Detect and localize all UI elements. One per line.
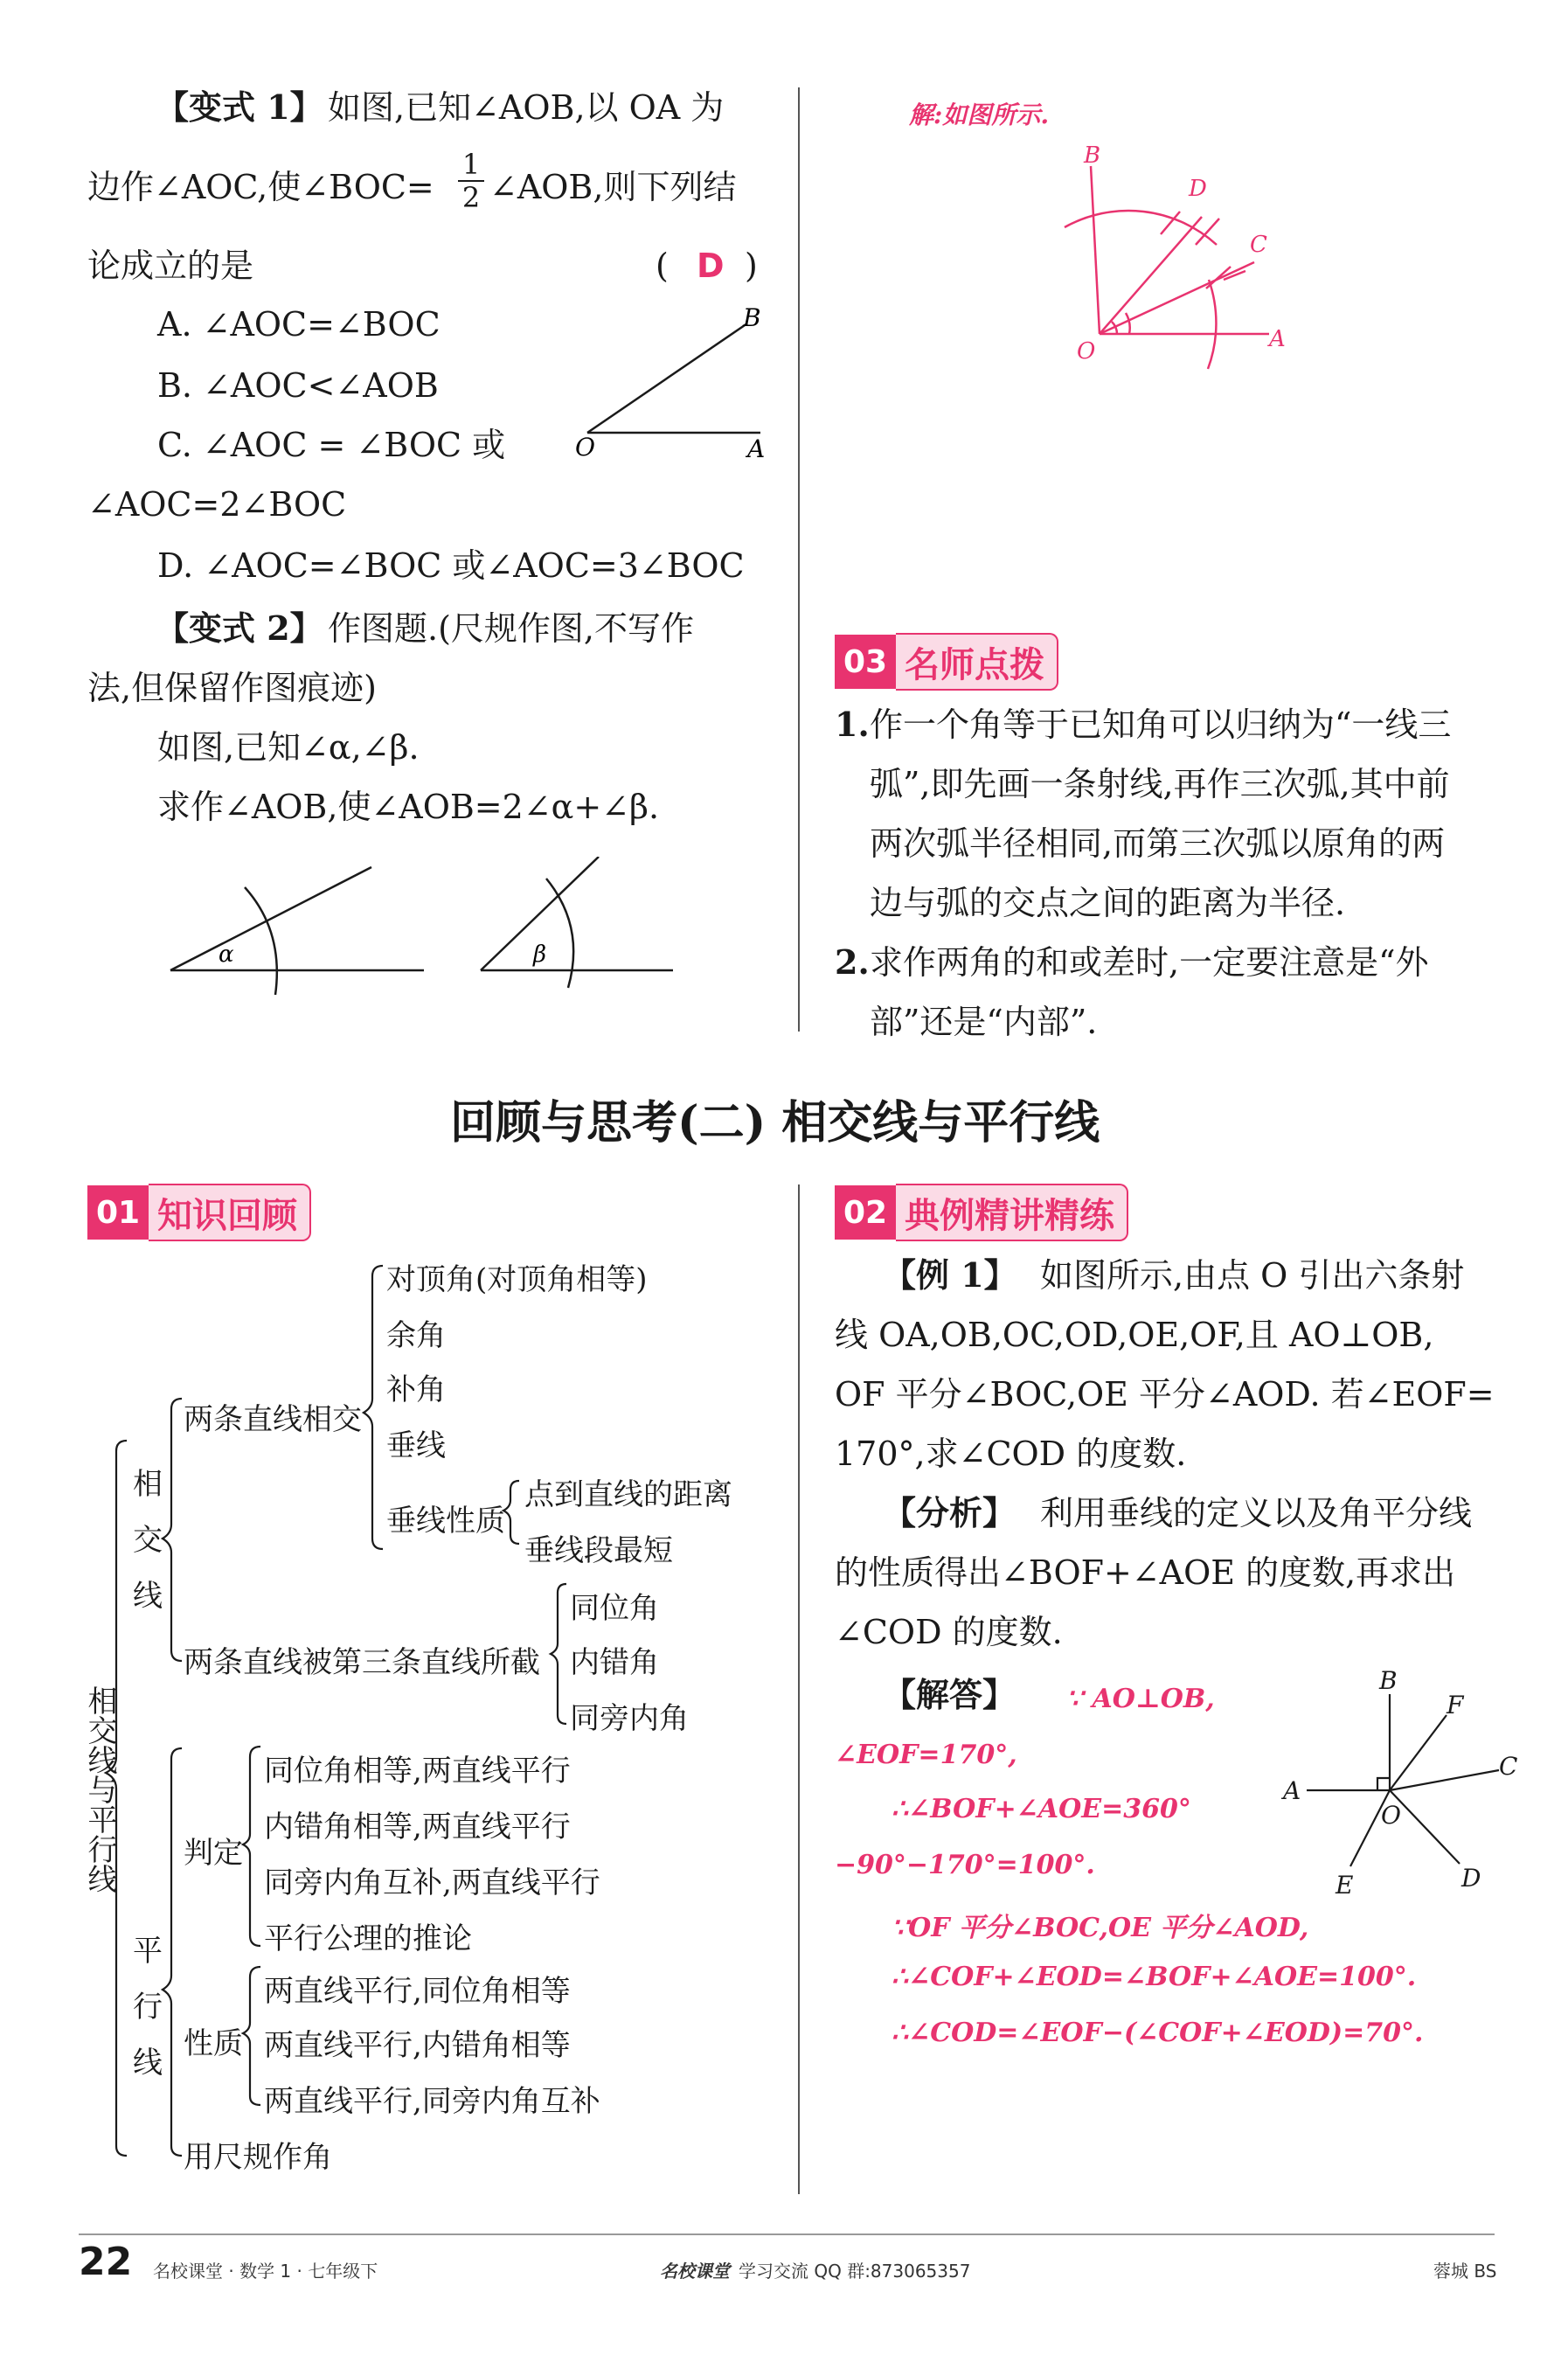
solution-step3: ∴∠BOF+∠AOE=360° [892, 1794, 1191, 1824]
tree-alternate-interior: 内错角 [570, 1645, 659, 1680]
example-line2: 线 OA,OB,OC,OD,OE,OF,且 AO⊥OB, [835, 1316, 1434, 1354]
footer-logo: 名校课堂 [660, 2261, 730, 2282]
ray-of [1390, 1715, 1447, 1790]
section-03-header [835, 635, 1058, 689]
tree-two-lines-intersect: 两条直线相交 [184, 1402, 362, 1437]
bottom-column-divider [798, 1184, 800, 2194]
tree-prop-1: 两直线平行,同位角相等 [264, 1974, 571, 2009]
ray-od [1100, 217, 1202, 334]
variant2-line3: 如图,已知∠α,∠β. [157, 728, 420, 767]
variant2-label: 【变式 2】 [156, 608, 323, 648]
tree-prop-3: 两直线平行,同旁内角互补 [264, 2084, 600, 2119]
solution-step7: ∴∠COD=∠EOF−(∠COF+∠EOD)=70°. [892, 2018, 1424, 2048]
analysis-line3: ∠COD 的度数. [835, 1613, 1063, 1651]
tip1-line2: 弧”,即先画一条射线,再作三次弧,其中前 [870, 765, 1450, 803]
beta-label: β [533, 941, 547, 968]
section-02-number: 02 [835, 1185, 896, 1240]
angle-mark [1126, 313, 1130, 334]
tree-judge: 判定 [184, 1836, 243, 1871]
label-c: C [1250, 232, 1267, 258]
tip1-number: 1. [835, 705, 870, 744]
option-a: A. ∠AOC=∠BOC [157, 305, 441, 344]
option-c-line2: ∠AOC=2∠BOC [87, 485, 347, 524]
solution-step2: ∠EOF=170°, [835, 1740, 1017, 1770]
footer-middle: 学习交流 QQ 群:873065357 [739, 2261, 971, 2282]
construction-arc [1065, 211, 1217, 245]
tree-ruler: 用尺规作角 [184, 2140, 332, 2175]
footer-right: 蓉城 BS [1433, 2261, 1497, 2282]
tree-xj-1: 相 [133, 1467, 163, 1502]
tree-xj-3: 线 [133, 1579, 163, 1614]
top-column-divider [798, 87, 800, 1032]
label-f: F [1447, 1691, 1464, 1719]
intersect-brace [163, 1399, 182, 1661]
example-line4: 170°,求∠COD 的度数. [835, 1435, 1187, 1473]
label-e: E [1336, 1871, 1354, 1900]
third-line-brace [551, 1584, 566, 1724]
section-02-title: 典例精讲精练 [896, 1184, 1128, 1241]
footer-rule [79, 2233, 1495, 2235]
analysis-line1: 利用垂线的定义以及角平分线 [1040, 1494, 1473, 1532]
given-angles-figure [157, 857, 787, 1005]
tree-props: 性质 [184, 2026, 243, 2061]
variant1-line1: 如图,已知∠AOB,以 OA 为 [328, 88, 725, 127]
angle-beta [481, 857, 673, 988]
section-02-header [835, 1185, 1128, 1240]
option-b: B. ∠AOC<∠AOB [157, 366, 439, 405]
answer-paren-open: ( [656, 247, 669, 285]
tree-px-1: 平 [133, 1934, 163, 1969]
section-03-title: 名师点拨 [896, 633, 1058, 691]
solution-label: 解:如图所示. [909, 101, 1050, 129]
tip2-line1: 求作两角的和或差时,一定要注意是“外 [870, 943, 1429, 982]
variant1-answer: D [697, 247, 725, 285]
label-d: D [1461, 1864, 1481, 1893]
tip1-line1: 作一个角等于已知角可以归纳为“一线三 [870, 705, 1452, 744]
footer-left: 名校课堂 · 数学 1 · 七年级下 [153, 2261, 378, 2282]
section-01-header [87, 1185, 311, 1240]
ray-oc [1390, 1770, 1499, 1790]
tree-supplementary: 补角 [386, 1372, 446, 1407]
tip1-line4: 边与弧的交点之间的距离为半径. [870, 884, 1346, 922]
props-brace [243, 1967, 260, 2105]
variant2-line4: 求作∠AOB,使∠AOB=2∠α+∠β. [157, 788, 660, 826]
label-a: A [1283, 1776, 1301, 1805]
fraction-half: 1 2 [458, 149, 484, 213]
tree-vertical-angles: 对顶角(对顶角相等) [386, 1262, 648, 1297]
tree-prop-2: 两直线平行,内错角相等 [264, 2028, 571, 2063]
tree-same-side-interior: 同旁内角 [570, 1701, 689, 1736]
variant1-line3: 论成立的是 [87, 247, 254, 285]
tree-shortest-perp: 垂线段最短 [524, 1533, 673, 1568]
label-o: O [1381, 1801, 1401, 1830]
label-b: B [743, 303, 761, 332]
tree-judge-2: 内错角相等,两直线平行 [264, 1810, 571, 1844]
solution-figure [1040, 140, 1320, 376]
tree-cut-by-third: 两条直线被第三条直线所截 [184, 1645, 540, 1680]
variant1-label: 【变式 1】 [156, 87, 323, 127]
variant2-line1: 作图题.(尺规作图,不写作 [328, 609, 694, 648]
label-o: O [1077, 338, 1096, 365]
solution-step1: ∵ AO⊥OB, [1066, 1684, 1215, 1714]
analysis-line2: 的性质得出∠BOF+∠AOE 的度数,再求出 [835, 1553, 1456, 1592]
tip2-number: 2. [835, 942, 870, 982]
tree-corresponding: 同位角 [570, 1591, 659, 1626]
label-c: C [1499, 1752, 1518, 1781]
option-c-line1: C. ∠AOC = ∠BOC 或 [157, 426, 506, 464]
page-number: 22 [79, 2240, 133, 2284]
example-line3: OF 平分∠BOC,OE 平分∠AOD. 若∠EOF= [835, 1375, 1495, 1414]
ray-ob [587, 323, 747, 433]
solution-answer-label: 【解答】 [883, 1675, 1016, 1714]
tree-judge-4: 平行公理的推论 [264, 1921, 472, 1956]
section-01-title: 知识回顾 [149, 1184, 311, 1241]
tree-perp-props: 垂线性质 [386, 1504, 505, 1539]
section-01-number: 01 [87, 1185, 149, 1240]
tree-judge-1: 同位角相等,两直线平行 [264, 1754, 571, 1789]
solution-step5: ∵OF 平分∠BOC,OE 平分∠AOD, [892, 1913, 1309, 1943]
tree-root: 相交线与平行线 [82, 1685, 117, 1893]
right-angle-mark [1377, 1778, 1390, 1790]
example-line1: 如图所示,由点 O 引出六条射 [1040, 1256, 1465, 1295]
ray-ob [1091, 166, 1100, 334]
tree-xj-2: 交 [133, 1523, 163, 1558]
answer-paren-close: ) [745, 247, 758, 285]
tree-px-3: 线 [133, 2046, 163, 2081]
judge-brace [243, 1747, 260, 1946]
page-title: 回顾与思考(二) 相交线与平行线 [450, 1096, 1100, 1150]
example-label: 【例 1】 [883, 1255, 1017, 1295]
variant1-line2a: 边作∠AOC,使∠BOC= [87, 168, 434, 206]
variant2-line2: 法,但保留作图痕迹) [87, 669, 377, 707]
perp-props-brace [503, 1481, 519, 1544]
label-o: O [575, 433, 595, 459]
section-03-number: 03 [835, 635, 896, 689]
analysis-label: 【分析】 [883, 1493, 1016, 1532]
solution-step6: ∴∠COF+∠EOD=∠BOF+∠AOE=100°. [892, 1962, 1417, 1992]
label-b: B [1379, 1670, 1398, 1695]
label-a: A [1269, 326, 1286, 352]
ray-oc [1100, 262, 1254, 334]
tree-judge-3: 同旁内角互补,两直线平行 [264, 1865, 600, 1900]
solution-step4: −90°−170°=100°. [835, 1850, 1095, 1880]
variant1-line2b: ∠AOB,则下列结 [489, 168, 737, 206]
tree-point-line-dist: 点到直线的距离 [524, 1477, 732, 1512]
label-d: D [1189, 176, 1207, 202]
angle-alpha [170, 867, 424, 995]
label-b: B [1084, 142, 1101, 169]
parallel-brace [163, 1748, 182, 2156]
tip2-line2: 部”还是“内部”. [870, 1003, 1098, 1041]
construction-arc-2 [1208, 280, 1216, 369]
tree-perpendicular: 垂线 [386, 1428, 446, 1463]
variant1-figure [568, 302, 778, 459]
label-a: A [747, 434, 766, 459]
option-d: D. ∠AOC=∠BOC 或∠AOC=3∠BOC [157, 546, 745, 585]
alpha-label: α [219, 941, 234, 968]
example-figure [1276, 1670, 1521, 1906]
tree-complementary: 余角 [386, 1318, 446, 1353]
two-lines-brace [364, 1266, 383, 1549]
tree-px-2: 行 [133, 1990, 163, 2025]
tip1-line3: 两次弧半径相同,而第三次弧以原角的两 [870, 824, 1446, 863]
